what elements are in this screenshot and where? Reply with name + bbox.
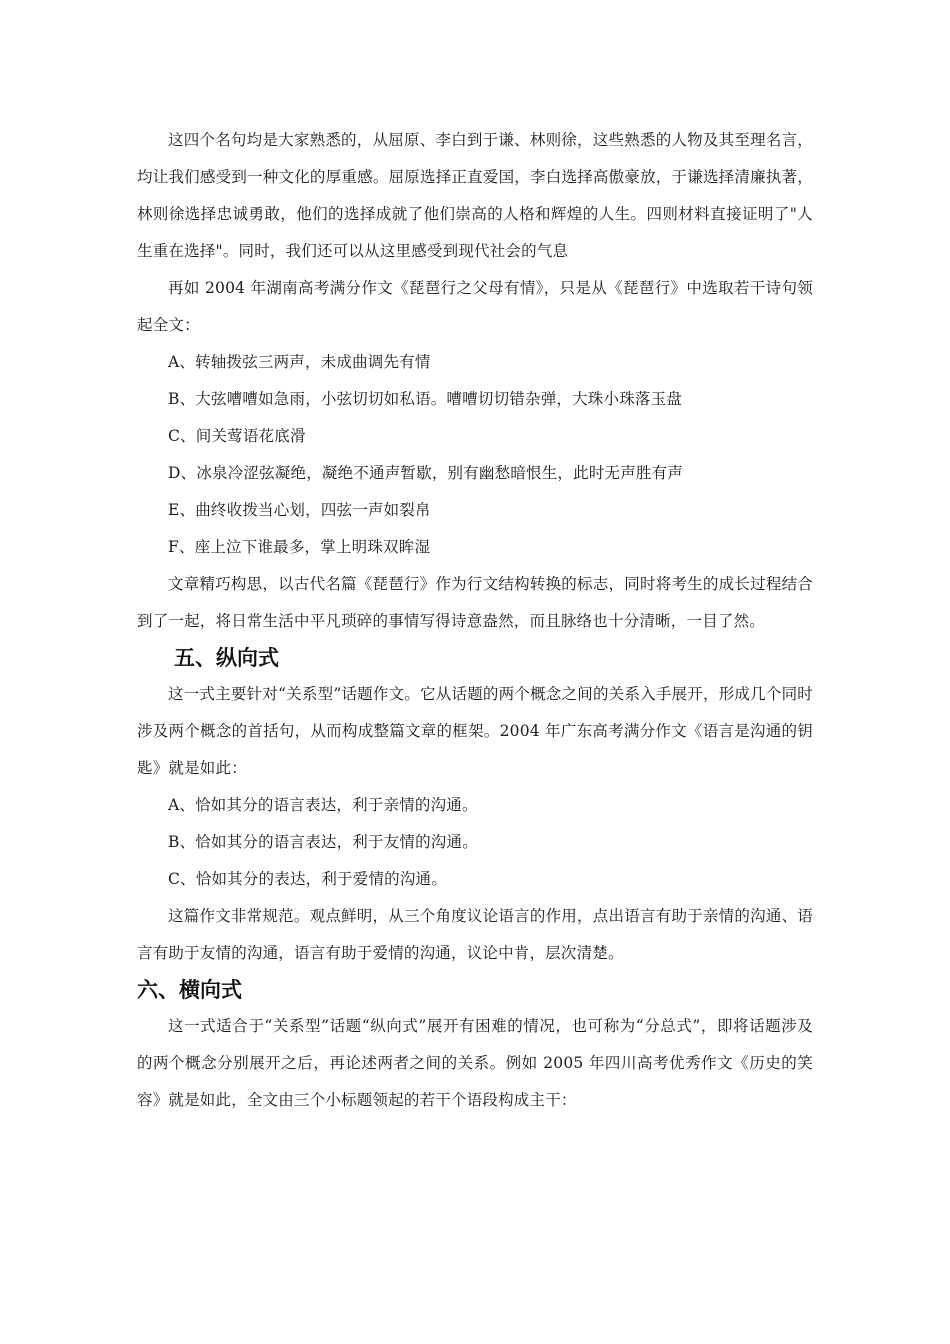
paragraph: 这一式主要针对“关系型”话题作文。它从话题的两个概念之间的关系入手展开，形成几个同时涉及两个概念的首括句，从而构成整篇文章的框架。2004 年广东高考满分作文《语言是沟通的钥匙》就是如此： — [137, 685, 813, 777]
section-heading: 五、纵向式 — [174, 646, 279, 670]
list-item: C、恰如其分的表达，利于爱情的沟通。 — [168, 870, 447, 888]
document-page — [137, 122, 813, 1119]
section-heading: 六、横向式 — [137, 978, 242, 1002]
paragraph: 这一式适合于“关系型”话题“纵向式”展开有困难的情况，也可称为“分总式”，即将话题涉及的两个概念分别展开之后，再论述两者之间的关系。例如 2005 年四川高考优秀作文《历史的笑容》就是如此，全文由三个小标题领起的若干个语段构成主干： — [137, 1017, 813, 1109]
list-item: C、间关莺语花底滑 — [168, 427, 306, 445]
list-item: F、座上泣下谁最多，掌上明珠双眸湿 — [168, 538, 431, 556]
list-item: D、冰泉冷涩弦凝绝，凝绝不通声暂歇，别有幽愁暗恨生，此时无声胜有声 — [168, 464, 684, 482]
list-item: B、大弦嘈嘈如急雨，小弦切切如私语。嘈嘈切切错杂弹，大珠小珠落玉盘 — [168, 390, 682, 408]
list-item: B、恰如其分的语言表达，利于友情的沟通。 — [168, 833, 478, 851]
paragraph: 再如 2004 年湖南高考满分作文《琵琶行之父母有情》，只是从《琵琶行》中选取若干诗句领起全文： — [137, 279, 813, 334]
list-item: A、转轴拨弦三两声，未成曲调先有情 — [168, 353, 431, 371]
paragraph: 这篇作文非常规范。观点鲜明，从三个角度议论语言的作用，点出语言有助于亲情的沟通、语言有助于友情的沟通，语言有助于爱情的沟通，议论中肯，层次清楚。 — [137, 907, 813, 962]
list-item: A、恰如其分的语言表达，利于亲情的沟通。 — [168, 796, 478, 814]
list-item: E、曲终收拨当心划，四弦一声如裂帛 — [168, 501, 431, 519]
paragraph: 文章精巧构思，以古代名篇《琵琶行》作为行文结构转换的标志，同时将考生的成长过程结合到了一起，将日常生活中平凡琐碎的事情写得诗意盎然，而且脉络也十分清晰，一目了然。 — [137, 575, 813, 630]
paragraph: 这四个名句均是大家熟悉的，从屈原、李白到于谦、林则徐，这些熟悉的人物及其至理名言，均让我们感受到一种文化的厚重感。屈原选择正直爱国，李白选择高傲豪放，于谦选择清廉执著，林则徐选择忠诚勇敢，他们的选择成就了他们崇高的人格和辉煌的人生。四则材料直接证明了"人生重在选择"。同时，我们还可以从这里感受到现代社会的气息 — [137, 131, 813, 260]
